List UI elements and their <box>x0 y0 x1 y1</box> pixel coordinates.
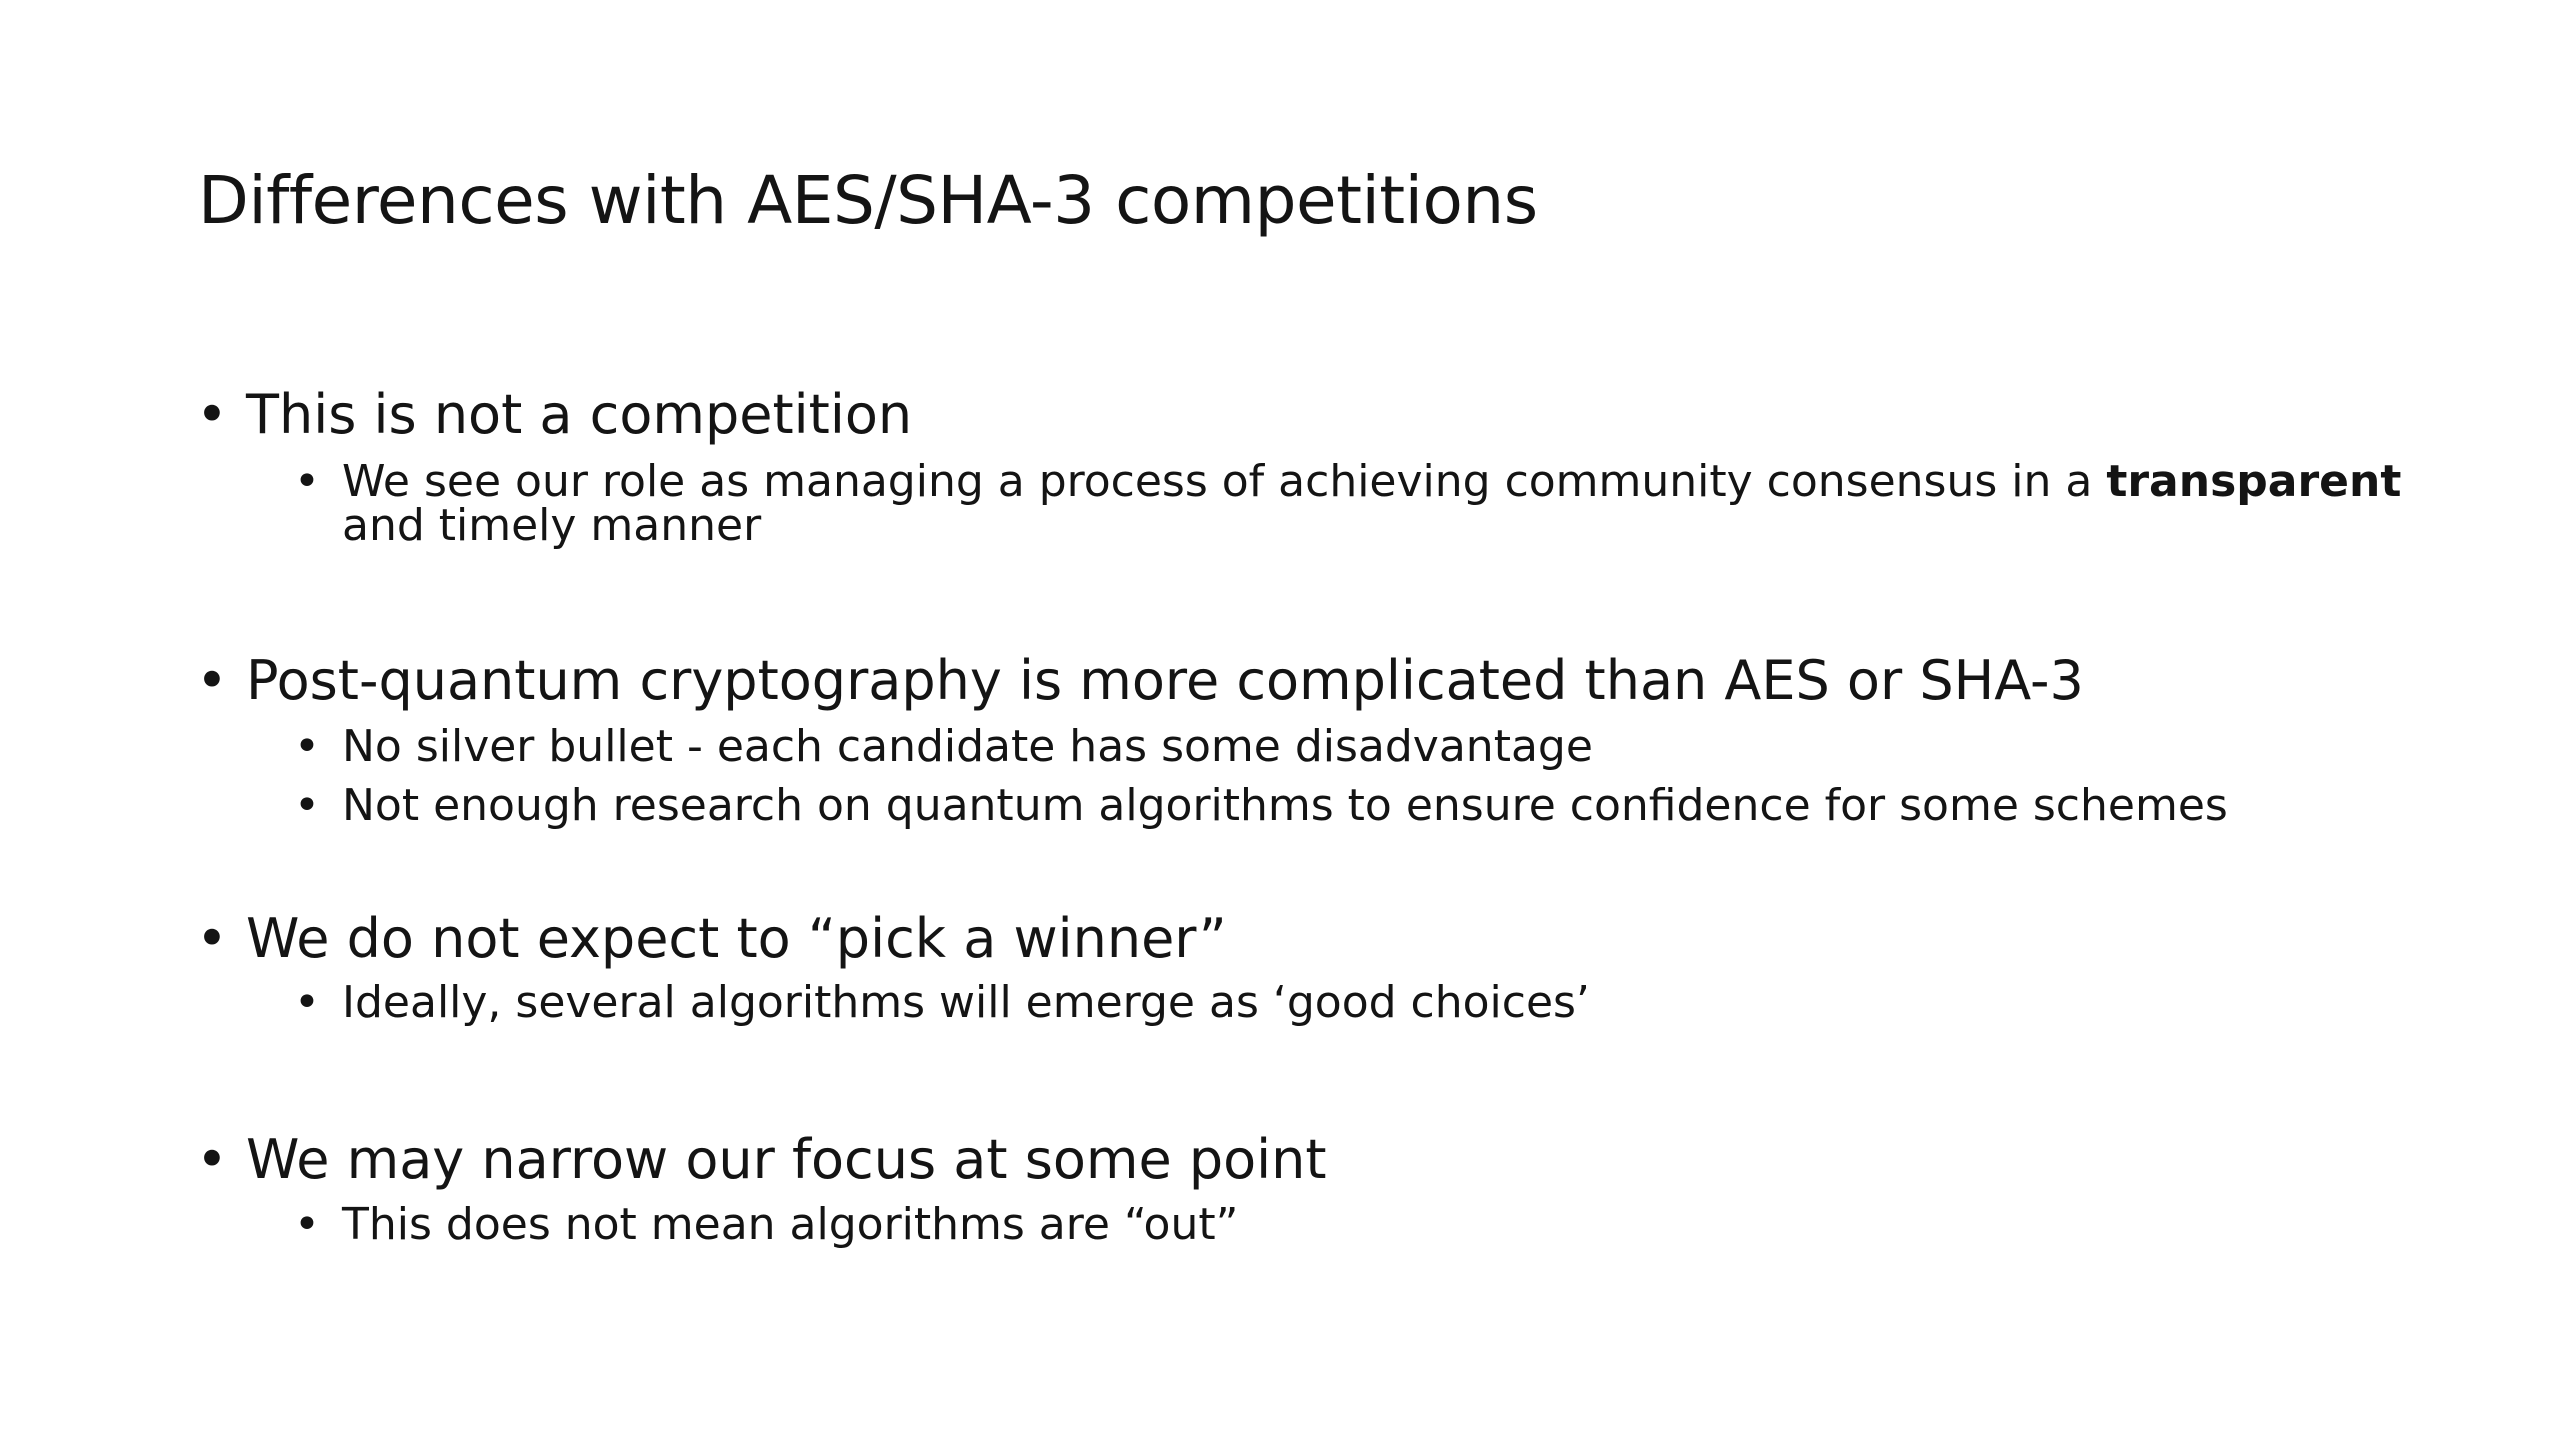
sub-bullet-no-silver-bullet <box>294 721 2444 772</box>
sub-bullet-text: No silver bullet - each candidate has some disadvantage <box>342 721 1593 772</box>
bullet-dot-icon: • <box>196 1128 228 1191</box>
sub-bullet-text: Not enough research on quantum algorithms to ensure confidence for some schemes <box>342 780 2228 831</box>
bullet-dot-icon: • <box>196 907 228 970</box>
sub-bullet-dot-icon: • <box>294 721 320 772</box>
sub-bullet-text <box>342 456 2444 551</box>
bullet-text: We may narrow our focus at some point <box>246 1128 1327 1191</box>
sub-bullet-good-choices <box>294 977 2444 1028</box>
sub-bullet-not-out <box>294 1199 2444 1250</box>
bullet-more-complicated <box>196 649 2084 712</box>
bullet-not-a-competition <box>196 383 913 446</box>
sub-bullet-role <box>294 456 2444 551</box>
sub-bullet-dot-icon: • <box>294 977 320 1028</box>
sub-bullet-dot-icon: • <box>294 780 320 831</box>
sub-bullet-dot-icon: • <box>294 1199 320 1250</box>
bullet-pick-a-winner <box>196 907 1227 970</box>
sub-bullet-text-after: and timely manner <box>342 500 762 551</box>
bullet-dot-icon: • <box>196 649 228 712</box>
sub-bullet-dot-icon: • <box>294 456 320 507</box>
bullet-dot-icon: • <box>196 383 228 446</box>
sub-bullet-text: Ideally, several algorithms will emerge as ‘good choices’ <box>342 977 1590 1028</box>
bullet-narrow-focus <box>196 1128 1327 1191</box>
sub-bullet-text-before: We see our role as managing a process of achieving community consensus in a <box>342 456 2107 507</box>
bullet-text: Post-quantum cryptography is more complicated than AES or SHA-3 <box>246 649 2084 712</box>
slide-title: Differences with AES/SHA-3 competitions <box>198 162 1538 239</box>
emphasis-transparent: transparent <box>2106 456 2402 507</box>
bullet-text: We do not expect to “pick a winner” <box>246 907 1227 970</box>
bullet-text: This is not a competition <box>246 383 913 446</box>
sub-bullet-text: This does not mean algorithms are “out” <box>342 1199 1239 1250</box>
sub-bullet-not-enough-research <box>294 780 2444 831</box>
